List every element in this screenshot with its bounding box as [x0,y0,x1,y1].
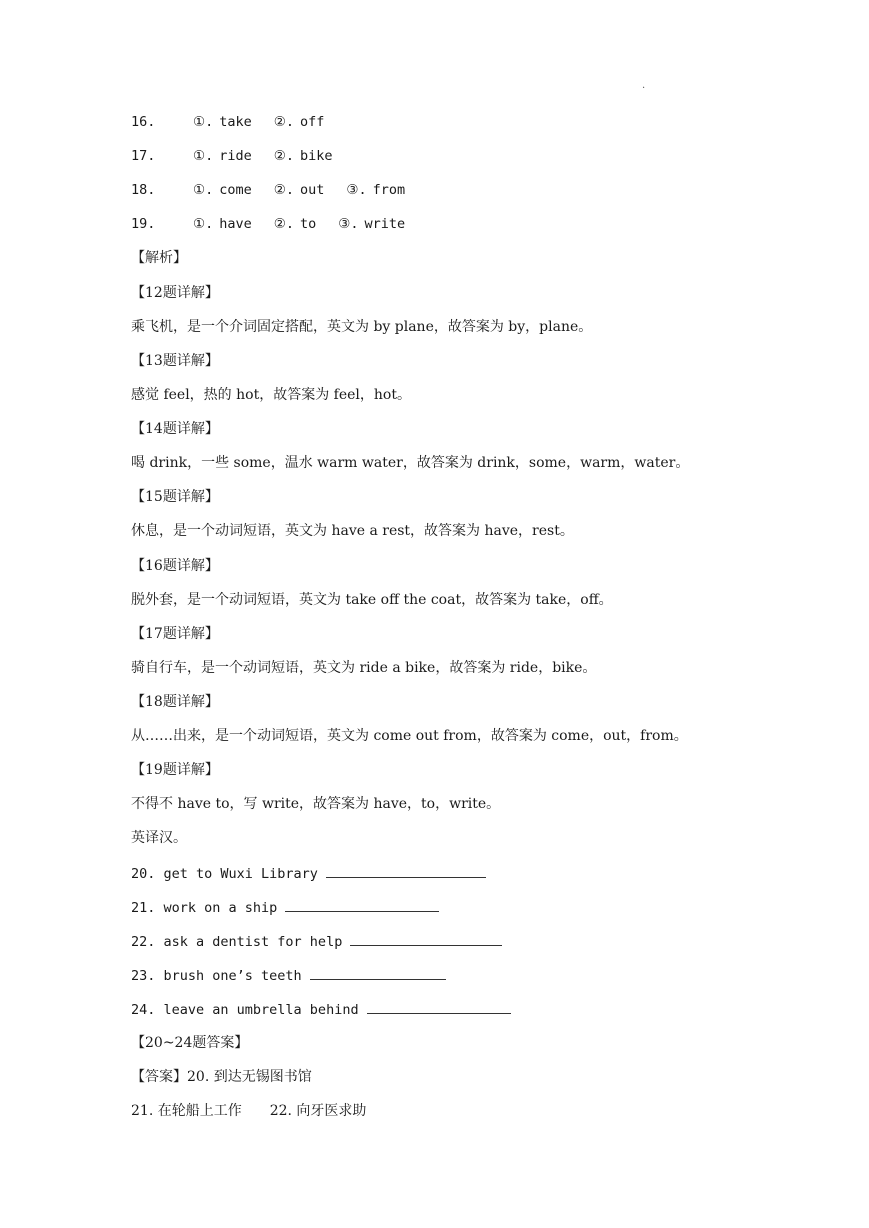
detail-text-17: 骑自行车，是一个动词短语，英文为 ride a bike，故答案为 ride，bike。 [131,660,597,676]
question-text: 22. ask a dentist for help [131,934,343,950]
detail-heading-18: 【18题详解】 [131,694,219,710]
question-24 [131,999,511,1020]
option-marker: ③. [338,216,359,232]
option-word: out [299,182,325,198]
question-21 [131,897,439,918]
answer-number: 18. [131,182,156,198]
question-22 [131,931,502,952]
detail-text-19: 不得不 have to，写 write，故答案为 have，to，write。 [131,796,501,812]
answer-number: 19. [131,216,156,232]
detail-heading-14: 【14题详解】 [131,421,219,437]
detail-text-12: 乘飞机，是一个介词固定搭配，英文为 by plane，故答案为 by，plane。 [131,319,593,335]
detail-text-16: 脱外套，是一个动词短语，英文为 take off the coat，故答案为 take，off。 [131,592,613,608]
answer-number: 17. [131,148,156,164]
option-word: come [219,182,252,198]
answer-row-18 [131,180,427,200]
answer-row-17 [131,146,355,166]
option-word: bike [299,148,333,164]
answer-row-16 [131,112,346,132]
detail-heading-13: 【13题详解】 [131,353,219,369]
option-marker: ②. [273,216,294,232]
option-word: off [299,114,325,130]
option-marker: ②. [273,114,294,130]
answer-line-1: 【答案】20. 到达无锡图书馆 [131,1069,312,1085]
option-word: have [219,216,252,232]
answer-line-2: 21. 在轮船上工作 22. 向牙医求助 [131,1103,367,1119]
answer-row-19 [131,214,427,234]
question-text: 20. get to Wuxi Library [131,866,318,882]
detail-heading-17: 【17题详解】 [131,626,219,642]
option-word: from [372,182,406,198]
question-23 [131,965,446,986]
detail-text-13: 感觉 feel，热的 hot，故答案为 feel，hot。 [131,387,411,403]
header-dot: . [642,80,646,91]
answer-block-heading: 【20~24题答案】 [131,1035,249,1051]
section-title: 英译汉。 [131,830,187,846]
option-word: take [219,114,252,130]
option-word: to [299,216,317,232]
detail-heading-15: 【15题详解】 [131,489,219,505]
question-text: 21. work on a ship [131,900,278,916]
option-marker: ①. [193,182,214,198]
detail-text-18: 从……出来，是一个动词短语，英文为 come out from，故答案为 come，out，from。 [131,728,688,744]
detail-heading-16: 【16题详解】 [131,558,219,574]
answer-blank[interactable] [285,897,439,912]
option-word: ride [219,148,252,164]
answer-blank[interactable] [367,999,511,1014]
option-marker: ①. [193,148,214,164]
answer-blank[interactable] [310,965,446,980]
question-text: 23. brush one’s teeth [131,968,302,984]
option-marker: ③. [346,182,367,198]
answer-number: 16. [131,114,156,130]
option-marker: ①. [193,216,214,232]
detail-heading-12: 【12题详解】 [131,285,219,301]
detail-heading-19: 【19题详解】 [131,762,219,778]
option-marker: ②. [273,148,294,164]
detail-text-15: 休息，是一个动词短语，英文为 have a rest，故答案为 have，rest。 [131,523,574,539]
analysis-heading: 【解析】 [131,250,187,266]
option-marker: ②. [273,182,294,198]
option-word: write [364,216,406,232]
question-20 [131,863,486,884]
option-marker: ①. [193,114,214,130]
detail-text-14: 喝 drink，一些 some，温水 warm water，故答案为 drink，some，warm，water。 [131,455,690,471]
question-text: 24. leave an umbrella behind [131,1002,359,1018]
answer-blank[interactable] [350,931,502,946]
answer-blank[interactable] [326,863,486,878]
